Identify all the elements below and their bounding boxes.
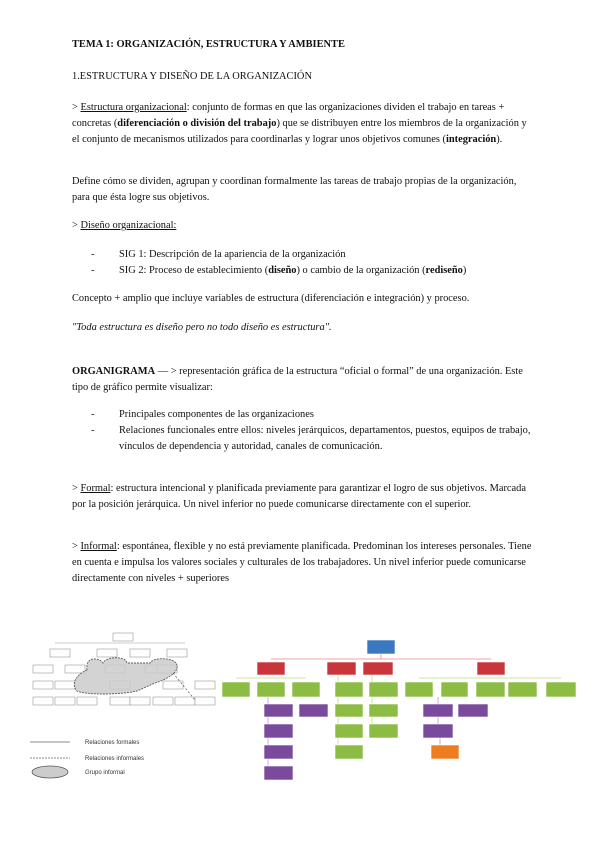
org-chart-box-green bbox=[405, 682, 433, 697]
org-chart-box-green bbox=[292, 682, 320, 697]
org-chart-box-red bbox=[477, 662, 505, 675]
org-chart-box-purple bbox=[423, 724, 453, 738]
org-chart-box-red bbox=[257, 662, 285, 675]
org-chart-box-green bbox=[257, 682, 285, 697]
org-chart-box-red bbox=[327, 662, 356, 675]
paragraph-define: Define cómo se dividen, agrupan y coordinan formalmente las tareas de trabajo propias de la organización, para que ésta logre sus objetivos. bbox=[72, 176, 517, 203]
org-chart-box-green bbox=[335, 745, 363, 759]
org-chart-box-blue bbox=[367, 640, 395, 654]
org-chart-box-purple bbox=[264, 745, 293, 759]
org-chart-box-purple bbox=[264, 724, 293, 738]
org-chart-box-green bbox=[335, 724, 363, 738]
org-chart-box-green bbox=[441, 682, 468, 697]
org-chart-box-red bbox=[363, 662, 393, 675]
document-title: TEMA 1: ORGANIZACIÓN, ESTRUCTURA Y AMBIENTE bbox=[72, 39, 345, 50]
legend-informal-label: Relaciones informales bbox=[85, 756, 145, 762]
org-chart-box-green bbox=[369, 682, 398, 697]
paragraph-informal: > Informal: espontánea, flexible y no está previamente planificada. Predominan los intereses personales. Tiene en cuenta e impulsa los valores sociales y culturales de los trabajadores. Un nivel inferior puede comunicarse directamente con niveles + superiores bbox=[72, 541, 532, 584]
org-chart-box-purple bbox=[299, 704, 328, 717]
list-item: - SIG 1: Descripción de la apariencia de la organización bbox=[72, 247, 534, 263]
org-chart-box-purple bbox=[458, 704, 488, 717]
org-chart-box-green bbox=[335, 682, 363, 697]
org-chart-box-green bbox=[508, 682, 537, 697]
org-chart-box-purple bbox=[264, 766, 293, 780]
paragraph-formal: > Formal: estructura intencional y planificada previamente para garantizar el logro de sus objetivos. Marcada por la posición jerárquica. Un nivel inferior no puede comunicarse directamente con el superior. bbox=[72, 483, 526, 510]
org-chart-box-green bbox=[476, 682, 505, 697]
quote: "Toda estructura es diseño pero no todo diseño es estructura". bbox=[72, 322, 332, 333]
org-chart-box-orange bbox=[431, 745, 459, 759]
heading-diseno: > Diseño organizacional: bbox=[72, 220, 177, 231]
org-chart-box-green bbox=[369, 724, 398, 738]
list-item: - Principales componentes de las organizaciones bbox=[72, 407, 534, 423]
section-heading: 1.ESTRUCTURA Y DISEÑO DE LA ORGANIZACIÓN bbox=[72, 71, 312, 82]
list-item: - Relaciones funcionales entre ellos: niveles jerárquicos, departamentos, puestos, equipos de trabajo, vínculos de dependencia y autoridad, canales de comunicación. bbox=[72, 423, 534, 455]
legend-formal-label: Relaciones formales bbox=[85, 740, 140, 746]
org-chart-box-purple bbox=[264, 704, 293, 717]
legend-group-label: Grupo informal bbox=[85, 770, 125, 776]
org-chart-box-green bbox=[335, 704, 363, 717]
paragraph-concepto: Concepto + amplio que incluye variables de estructura (diferenciación e integración) y proceso. bbox=[72, 293, 470, 304]
org-chart-box-purple bbox=[423, 704, 453, 717]
org-chart-box-green bbox=[369, 704, 398, 717]
org-chart-box-green bbox=[222, 682, 250, 697]
list-item: - SIG 2: Proceso de establecimiento (diseño) o cambio de la organización (rediseño) bbox=[72, 263, 534, 279]
paragraph-estructura: > Estructura organizacional: conjunto de formas en que las organizaciones dividen el trabajo en tareas + concretas (diferenciación o división del trabajo) que se distribuyen entre los miembros de la organización y el conjunto de mecanismos utilizados para coordinarlas y lograr unos objetivos comunes (integración). bbox=[72, 102, 527, 145]
paragraph-organigrama: ORGANIGRAMA — > representación gráfica de la estructura “oficial o formal” de una organización. Este tipo de gráfico permite visualizar: bbox=[72, 366, 523, 393]
org-chart-box-green bbox=[546, 682, 576, 697]
